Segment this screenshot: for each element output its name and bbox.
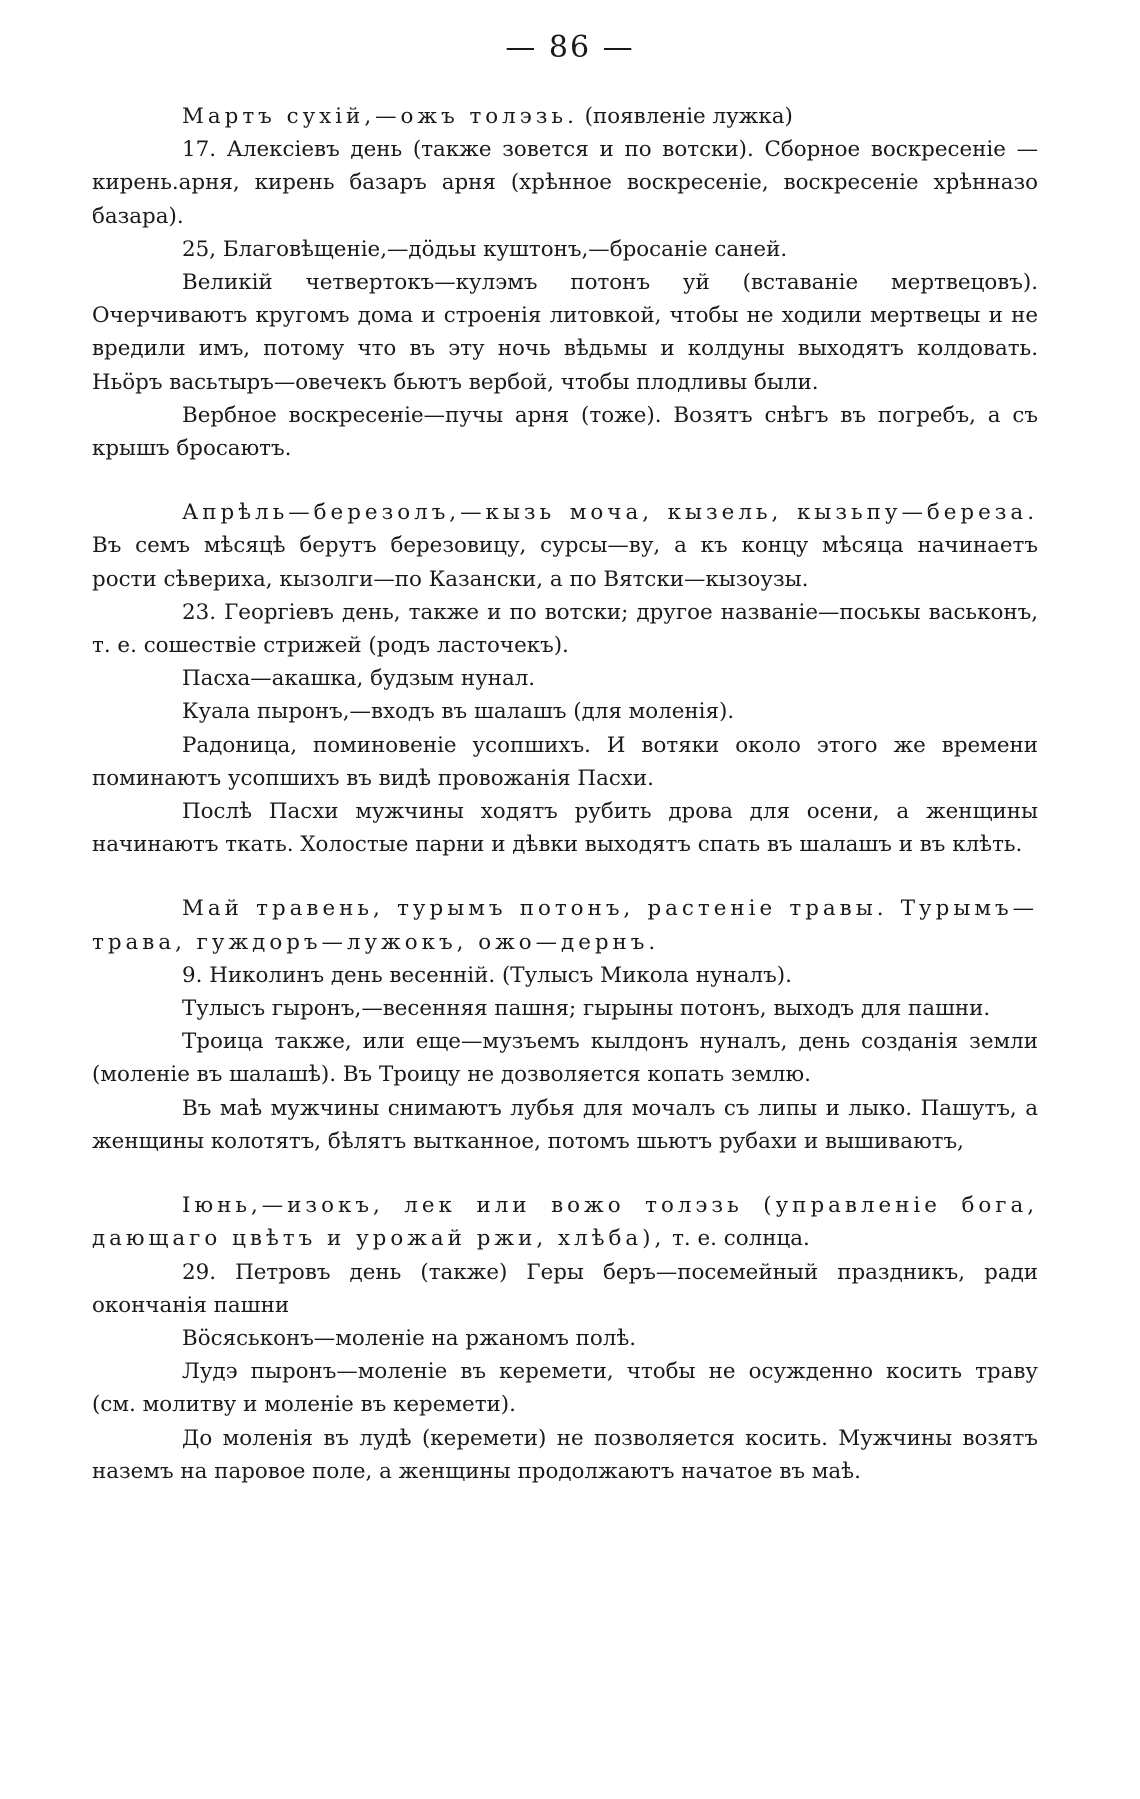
page-number: — 86 — <box>505 30 635 65</box>
paragraph-text: Послѣ Пасхи мужчины ходятъ рубить дрова для осени, а женщины начинаютъ ткать. Холостые парни и дѣвки выходятъ спать въ шалашъ и въ клѣть. <box>92 799 1038 858</box>
paragraph-text: Вöсяськонъ—моленіе на ржаномъ полѣ. <box>182 1325 637 1351</box>
month-heading: Іюнь,—изокъ, лек или вожо толэзь (управленіе бога, дающаго цвѣтъ и урожай ржи, хлѣба), <box>92 1193 1038 1252</box>
month-heading: Май травень, турымъ потонъ, растеніе травы. Турымъ—трава, гуждоръ—лужокъ, ожо—дернъ. <box>92 896 1038 955</box>
paragraph-text: Въ семъ мѣсяцѣ берутъ березовицу, сурсы—ву, а къ концу мѣсяца начинаетъ рости сѣвериха, кызолги—по Казански, а по Вятски—кызоузы. <box>92 533 1038 592</box>
paragraph <box>92 729 1038 795</box>
document-body <box>92 100 1038 1488</box>
month-heading: Апрѣль—березолъ,—кызь моча, кызель, кызьпу—береза. <box>182 500 1038 526</box>
paragraph-text: 25, Благовѣщеніе,—дöдьы куштонъ,—бросаніе саней. <box>182 236 788 262</box>
paragraph-text: Радоница, поминовеніе усопшихъ. И вотяки около этого же времени поминаютъ усопшихъ въ видѣ провожанія Пасхи. <box>92 732 1038 791</box>
paragraph <box>92 100 1038 133</box>
paragraph-text: 17. Алексіевъ день (также зовется и по вотски). Сборное воскресеніе —кирень.арня, кирень базаръ арня (хрѣнное воскресеніе, воскресеніе хрѣнназо базара). <box>92 137 1038 229</box>
month-heading: Мартъ сухій,—ожъ толэзь. <box>182 104 578 129</box>
paragraph <box>92 959 1038 992</box>
paragraph <box>92 892 1038 958</box>
paragraph <box>92 233 1038 266</box>
paragraph <box>92 662 1038 695</box>
paragraph-text: 29. Петровъ день (также) Геры беръ—посемейный праздникъ, ради окончанія пашни <box>92 1259 1038 1318</box>
paragraph <box>92 992 1038 1025</box>
paragraph-text: Лудэ пыронъ—моленіе въ керемети, чтобы не осужденно косить траву (см. молитву и моленіе въ керемети). <box>92 1359 1038 1418</box>
paragraph <box>92 695 1038 728</box>
paragraph <box>92 496 1038 596</box>
paragraph-text: Великій четвертокъ—кулэмъ потонъ уй (вставаніе мертвецовъ). Очерчиваютъ кругомъ дома и строенія литовкой, чтобы не ходили мертвецы и не вредили имъ, потому что въ эту ночь вѣдьмы и колдуны выходятъ колдовать. Ньöръ васьтыръ—овечекъ бьютъ вербой, чтобы плодливы были. <box>92 270 1038 395</box>
paragraph <box>92 1092 1038 1158</box>
paragraph <box>92 399 1038 465</box>
paragraph-text: т. е. солнца. <box>665 1226 810 1252</box>
paragraph-text: (появленіе лужка) <box>577 104 793 129</box>
paragraph <box>92 795 1038 861</box>
paragraph-text: Тулысъ гыронъ,—весенняя пашня; гырыны потонъ, выходъ для пашни. <box>182 996 991 1022</box>
paragraph-text: Пасха—акашка, будзым нунал. <box>182 666 536 692</box>
paragraph-text: Въ маѣ мужчины снимаютъ лубья для мочалъ съ липы и лыко. Пашутъ, а женщины колотятъ, бѣлятъ вытканное, потомъ шьютъ рубахи и вышиваютъ, <box>92 1095 1038 1154</box>
paragraph-text: 9. Николинъ день весенній. (Тулысъ Микола нуналъ). <box>182 962 792 988</box>
paragraph <box>92 266 1038 399</box>
paragraph-text: Троица также, или еще—музъемъ кылдонъ нуналъ, день созданія земли (моленіе въ шалашѣ). Въ Троицу не дозволяется копать землю. <box>92 1029 1038 1088</box>
paragraph <box>92 1256 1038 1322</box>
paragraph <box>92 596 1038 662</box>
paragraph <box>92 1322 1038 1355</box>
paragraph-text: 23. Георгіевъ день, также и по вотски; другое названіе—поськы васьконъ, т. е. сошествіе стрижей (родъ ласточекъ). <box>92 599 1038 659</box>
paragraph <box>92 1025 1038 1091</box>
paragraph <box>92 133 1038 233</box>
paragraph-text: До моленія въ лудѣ (керемети) не позволяется косить. Мужчины возятъ наземъ на паровое поле, а женщины продолжаютъ начатое въ маѣ. <box>92 1425 1038 1484</box>
paragraph <box>92 1355 1038 1421</box>
paragraph-text: Куала пыронъ,—входъ въ шалашъ (для моленія). <box>182 699 735 725</box>
paragraph-text: Вербное воскресеніе—пучы арня (тоже). Возятъ снѣгъ въ погребъ, а съ крышъ бросаютъ. <box>92 402 1038 462</box>
paragraph <box>92 1189 1038 1255</box>
paragraph <box>92 1422 1038 1488</box>
